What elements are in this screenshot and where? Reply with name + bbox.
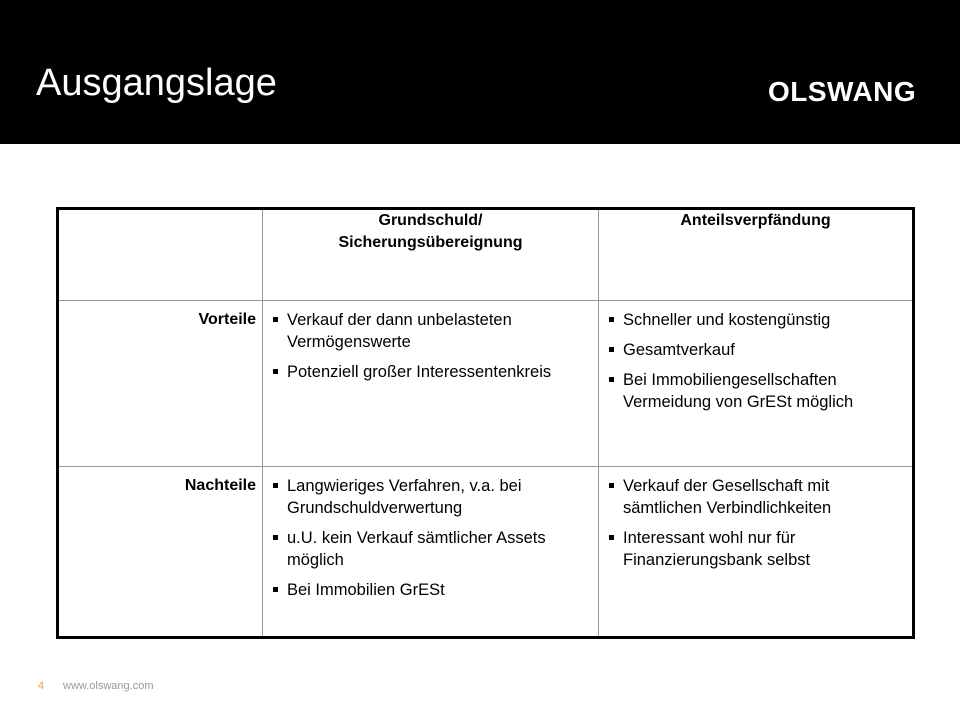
comparison-table <box>56 207 915 639</box>
page-number: 4 <box>38 680 45 692</box>
cell-vorteile-anteil <box>599 301 914 467</box>
footer-url[interactable]: www.olswang.com <box>63 680 154 692</box>
list-item: Gesamtverkauf <box>607 339 908 361</box>
cell-vorteile-grundschuld <box>263 301 599 467</box>
row-label-vorteile: Vorteile <box>58 301 263 467</box>
list-item: Verkauf der Gesellschaft mit sämtlichen Verbindlichkeiten <box>607 475 908 519</box>
list-item: Schneller und kostengünstig <box>607 309 908 331</box>
table-row-nachteile <box>58 467 914 638</box>
header-bar <box>0 0 960 144</box>
slide-title: Ausgangslage <box>36 62 277 104</box>
header-grundschuld-line2: Sicherungsübereignung <box>338 234 523 251</box>
list-item: Bei Immobilien GrESt <box>271 579 594 601</box>
cell-nachteile-anteil <box>599 467 914 638</box>
header-cell-empty <box>58 209 263 301</box>
list-item: u.U. kein Verkauf sämtlicher Assets möglich <box>271 527 594 571</box>
list-item: Bei Immobiliengesellschaften Vermeidung von GrESt möglich <box>607 369 908 413</box>
header-grundschuld-line1: Grundschuld/ <box>378 212 483 229</box>
table-header-row <box>58 209 914 301</box>
cell-nachteile-grundschuld <box>263 467 599 638</box>
list-item: Potenziell großer Interessentenkreis <box>271 361 594 383</box>
row-label-nachteile: Nachteile <box>58 467 263 638</box>
header-cell-anteilsverpfaendung: Anteilsverpfändung <box>599 209 914 301</box>
olswang-logo: OLSWANG <box>768 76 917 107</box>
table-row-vorteile <box>58 301 914 467</box>
list-item: Interessant wohl nur für Finanzierungsbank selbst <box>607 527 908 571</box>
header-cell-grundschuld <box>263 209 599 301</box>
list-item: Verkauf der dann unbelasteten Vermögenswerte <box>271 309 594 353</box>
list-item: Langwieriges Verfahren, v.a. bei Grundschuldverwertung <box>271 475 594 519</box>
